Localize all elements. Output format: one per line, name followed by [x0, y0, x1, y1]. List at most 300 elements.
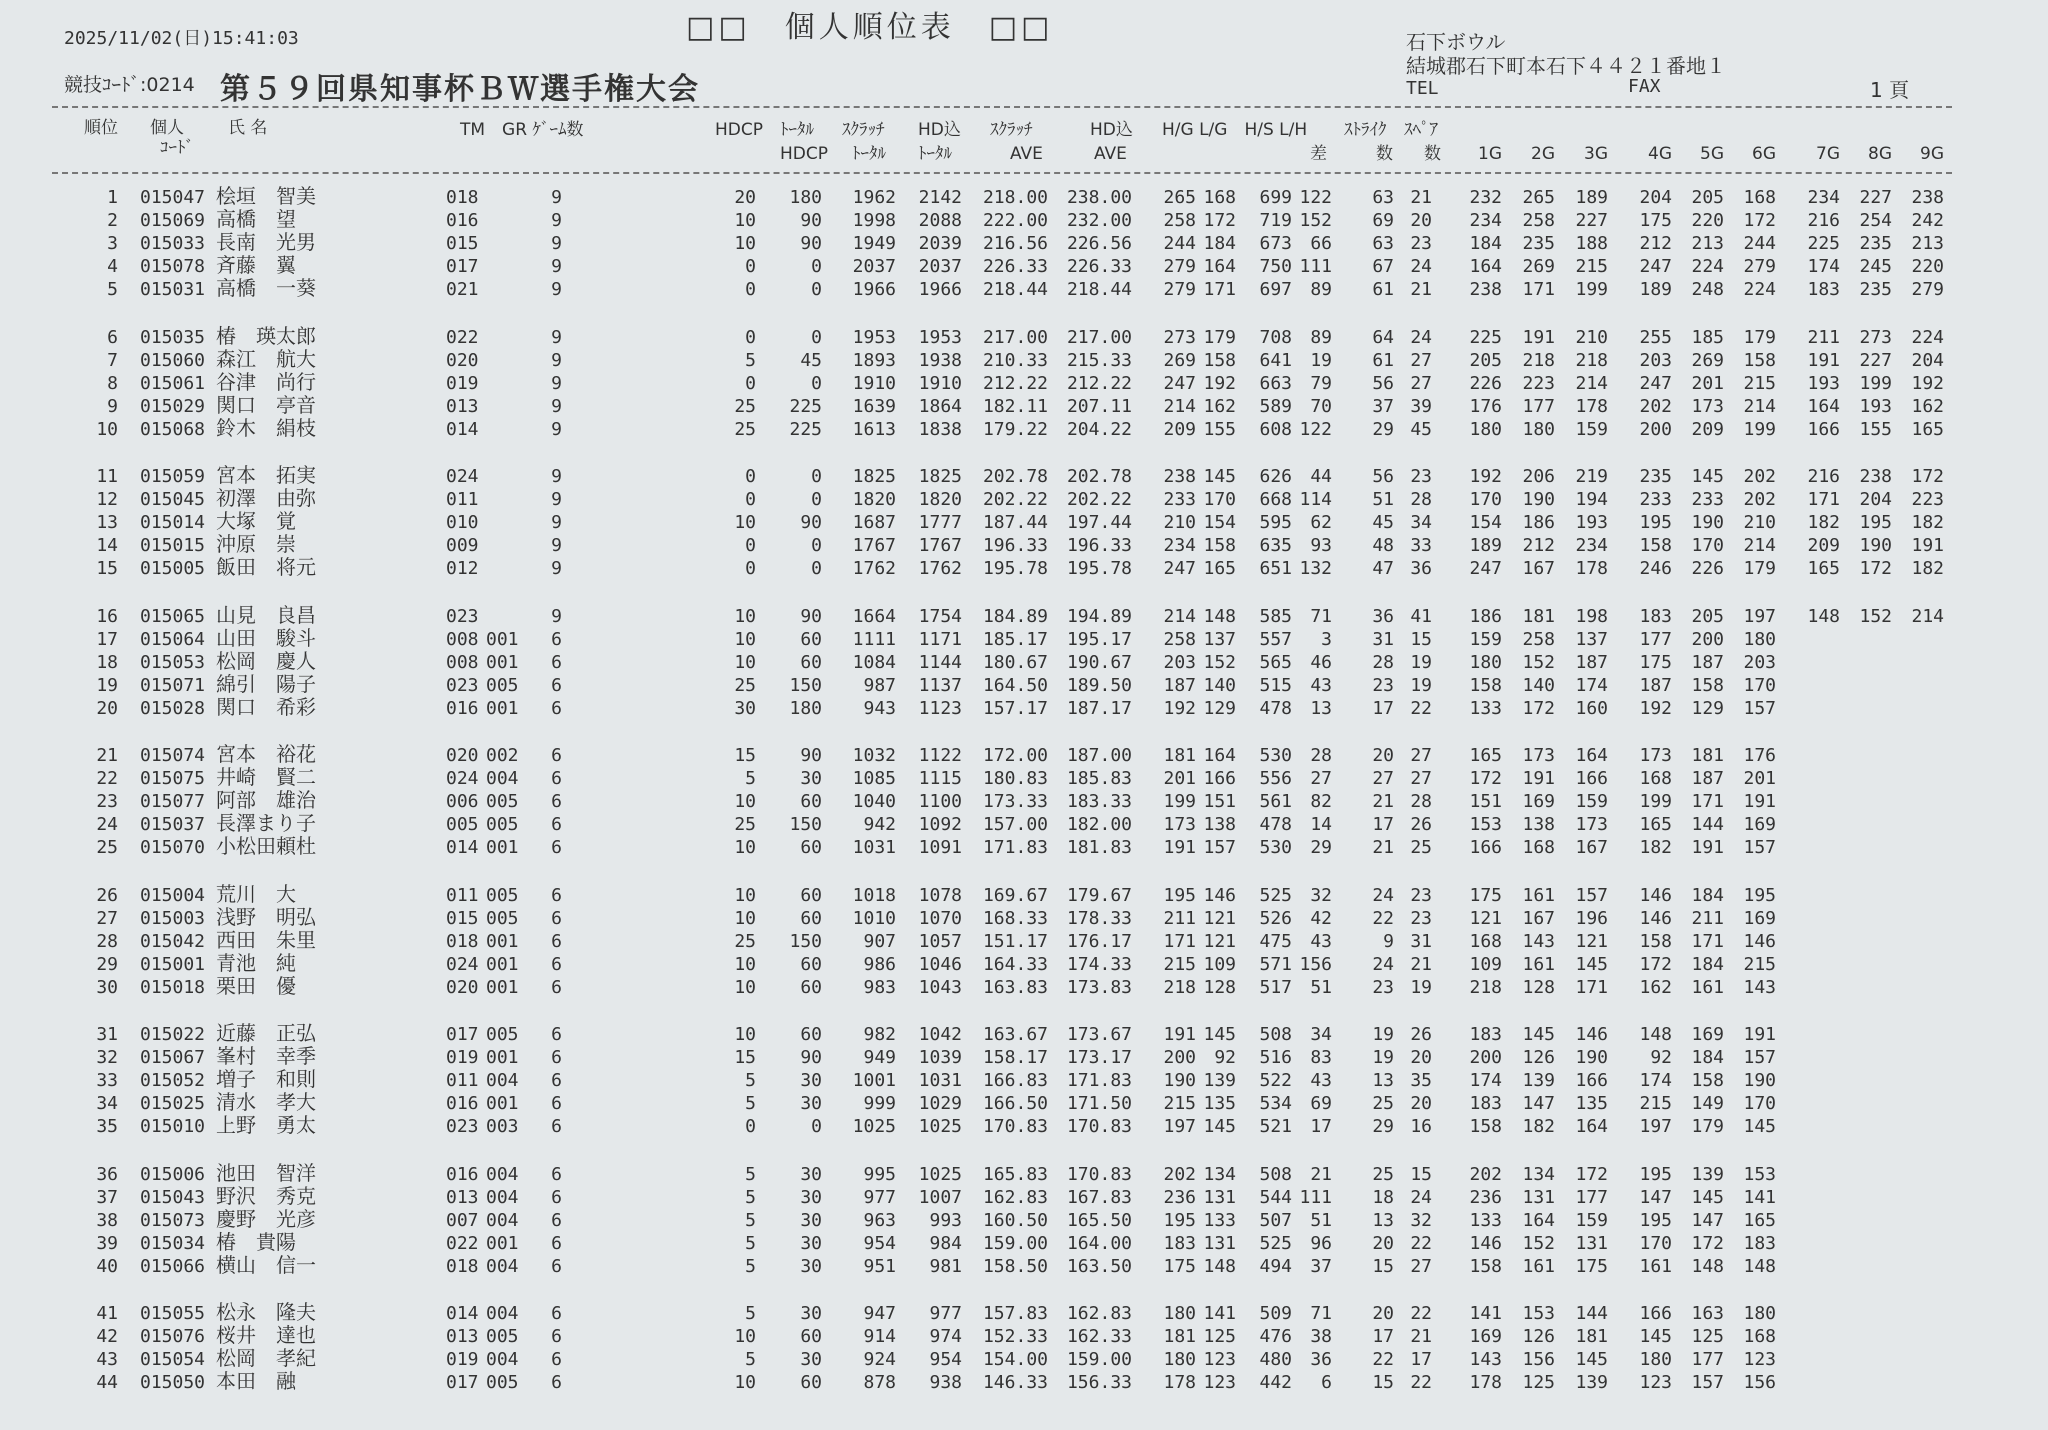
hdcp-cell: 10 [734, 1024, 756, 1045]
hdcp-cell: 15 [734, 745, 756, 766]
high-series-cell: 699 [1259, 187, 1292, 208]
game-2-score-cell: 180 [1522, 418, 1555, 440]
high-series-cell: 589 [1259, 395, 1292, 417]
hd-ave-cell: 195.17 [1066, 628, 1132, 650]
game-4-score-cell: 212 [1639, 233, 1672, 255]
high-low-diff-cell: 32 [1310, 884, 1332, 906]
tm-cell: 022 [446, 1232, 479, 1254]
tm-cell: 020 [446, 976, 479, 998]
total-hdcp-cell: 150 [789, 674, 822, 696]
spare-count-cell: 19 [1410, 651, 1432, 673]
high-series-cell: 480 [1259, 1349, 1292, 1371]
tm-cell: 019 [446, 1047, 479, 1069]
game-6-score-cell: 197 [1743, 605, 1776, 627]
spare-count-cell: 28 [1410, 791, 1432, 813]
hd-ave-cell: 181.83 [1066, 837, 1132, 859]
game-4-score-cell: 187 [1639, 674, 1672, 696]
name-cell: 高橋 一葵 [216, 276, 316, 301]
high-game-cell: 233 [1163, 489, 1196, 511]
game-8-score-cell: 273 [1859, 326, 1892, 348]
game-2-score-cell: 269 [1522, 256, 1555, 278]
rank-cell: 30 [96, 976, 118, 998]
game-1-score-cell: 178 [1469, 1372, 1502, 1394]
hd-ave-cell: 197.44 [1066, 512, 1132, 534]
scratch-total-cell: 999 [863, 1093, 896, 1115]
game-2-score-cell: 161 [1522, 1255, 1555, 1277]
game-4-score-cell: 195 [1639, 512, 1672, 534]
high-low-diff-cell: 66 [1310, 233, 1332, 255]
game-count-cell: 6 [551, 674, 562, 696]
spare-count-cell: 36 [1410, 558, 1432, 580]
hd-total-cell: 1864 [918, 395, 962, 417]
high-series-cell: 641 [1259, 349, 1292, 371]
code-cell: 015067 [140, 1047, 206, 1069]
high-series-cell: 530 [1259, 745, 1292, 766]
high-game-cell: 215 [1163, 1093, 1196, 1115]
name-cell: 青池 純 [216, 950, 296, 975]
scratch-ave-cell: 226.33 [982, 256, 1048, 278]
high-game-cell: 234 [1163, 535, 1196, 557]
rank-cell: 2 [107, 210, 118, 232]
hd-total-cell: 2088 [918, 210, 962, 232]
game-5-score-cell: 220 [1691, 210, 1724, 232]
total-hdcp-cell: 150 [789, 930, 822, 952]
code-cell: 015003 [140, 907, 206, 929]
strike-count-cell: 63 [1372, 233, 1394, 255]
game-count-cell: 6 [551, 1186, 562, 1208]
rank-cell: 37 [96, 1186, 118, 1208]
col-total-hdcp-top: ﾄｰﾀﾙ [780, 120, 814, 140]
game-6-score-cell: 148 [1743, 1255, 1776, 1277]
code-cell: 015015 [140, 535, 206, 557]
game-5-score-cell: 149 [1691, 1093, 1724, 1115]
strike-count-cell: 37 [1372, 395, 1394, 417]
game-5-score-cell: 190 [1691, 512, 1724, 534]
game-1-score-cell: 133 [1469, 697, 1502, 719]
game-4-score-cell: 197 [1639, 1116, 1672, 1138]
high-series-cell: 561 [1259, 791, 1292, 813]
game-7-score-cell: 171 [1807, 489, 1840, 511]
hd-ave-cell: 159.00 [1066, 1349, 1132, 1371]
game-8-score-cell: 227 [1859, 187, 1892, 208]
game-3-score-cell: 178 [1575, 558, 1608, 580]
game-2-score-cell: 177 [1522, 395, 1555, 417]
name-cell: 宮本 拓実 [216, 463, 316, 487]
game-1-score-cell: 159 [1469, 628, 1502, 650]
game-count-cell: 6 [551, 907, 562, 929]
high-game-cell: 178 [1163, 1372, 1196, 1394]
game-3-score-cell: 173 [1575, 814, 1608, 836]
high-series-cell: 476 [1259, 1326, 1292, 1348]
tm-cell: 023 [446, 1116, 479, 1138]
game-6-score-cell: 170 [1743, 674, 1776, 696]
scratch-ave-cell: 184.89 [982, 605, 1048, 627]
tm-cell: 017 [446, 1372, 479, 1394]
game-1-score-cell: 184 [1469, 233, 1502, 255]
high-game-cell: 195 [1163, 1209, 1196, 1231]
hd-total-cell: 2037 [918, 256, 962, 278]
game-count-cell: 6 [551, 628, 562, 650]
high-series-cell: 478 [1259, 814, 1292, 836]
game-2-score-cell: 139 [1522, 1070, 1555, 1092]
high-series-cell: 626 [1259, 466, 1292, 487]
gr-cell: 005 [486, 1372, 519, 1394]
name-cell: 桜井 達也 [216, 1323, 316, 1348]
spare-count-cell: 21 [1410, 953, 1432, 975]
high-game-cell: 247 [1163, 372, 1196, 394]
game-4-score-cell: 173 [1639, 745, 1672, 766]
game-4-score-cell: 180 [1639, 1349, 1672, 1371]
game-count-cell: 6 [551, 1232, 562, 1254]
name-cell: 松岡 慶人 [216, 648, 316, 673]
hdcp-cell: 10 [734, 1372, 756, 1394]
game-5-score-cell: 184 [1691, 1047, 1724, 1069]
strike-count-cell: 56 [1372, 466, 1394, 487]
tm-cell: 020 [446, 745, 479, 766]
scratch-total-cell: 1762 [852, 558, 896, 580]
game-5-score-cell: 224 [1691, 256, 1724, 278]
game-5-score-cell: 187 [1691, 651, 1724, 673]
high-game-cell: 181 [1163, 745, 1196, 766]
name-cell: 山田 駿斗 [216, 625, 316, 650]
code-cell: 015033 [140, 233, 206, 255]
game-5-score-cell: 169 [1691, 1024, 1724, 1045]
spare-count-cell: 27 [1410, 768, 1432, 790]
strike-count-cell: 61 [1372, 279, 1394, 301]
col-game-2: 2G [1531, 144, 1555, 164]
game-count-cell: 6 [551, 930, 562, 952]
hd-total-cell: 1123 [918, 697, 962, 719]
game-5-score-cell: 200 [1691, 628, 1724, 650]
high-series-cell: 508 [1259, 1163, 1292, 1185]
scratch-ave-cell: 157.00 [982, 814, 1048, 836]
high-low-diff-cell: 44 [1310, 466, 1332, 487]
low-game-cell: 152 [1203, 651, 1236, 673]
game-3-score-cell: 145 [1575, 1349, 1608, 1371]
hd-ave-cell: 217.00 [1066, 326, 1132, 348]
hd-ave-cell: 183.33 [1066, 791, 1132, 813]
high-low-diff-cell: 17 [1310, 1116, 1332, 1138]
spare-count-cell: 22 [1410, 1303, 1432, 1324]
game-4-score-cell: 189 [1639, 279, 1672, 301]
hdcp-cell: 15 [734, 1047, 756, 1069]
game-count-cell: 9 [551, 418, 562, 440]
scratch-ave-cell: 202.22 [982, 489, 1048, 511]
high-series-cell: 522 [1259, 1070, 1292, 1092]
game-4-score-cell: 147 [1639, 1186, 1672, 1208]
high-low-diff-cell: 29 [1310, 837, 1332, 859]
hd-ave-cell: 226.33 [1066, 256, 1132, 278]
high-game-cell: 214 [1163, 395, 1196, 417]
game-count-cell: 6 [551, 1047, 562, 1069]
scratch-ave-cell: 164.50 [982, 674, 1048, 696]
name-cell: 沖原 崇 [216, 532, 296, 557]
low-game-cell: 131 [1203, 1232, 1236, 1254]
scratch-ave-cell: 210.33 [982, 349, 1048, 371]
high-series-cell: 544 [1259, 1186, 1292, 1208]
scratch-total-cell: 878 [863, 1372, 896, 1394]
game-2-score-cell: 173 [1522, 745, 1555, 766]
high-series-cell: 557 [1259, 628, 1292, 650]
scratch-ave-cell: 182.11 [982, 395, 1048, 417]
game-7-score-cell: 234 [1807, 187, 1840, 208]
game-8-score-cell: 195 [1859, 512, 1892, 534]
game-count-cell: 6 [551, 1326, 562, 1348]
name-cell: 浅野 明弘 [216, 904, 316, 929]
game-5-score-cell: 187 [1691, 768, 1724, 790]
game-4-score-cell: 202 [1639, 395, 1672, 417]
hdcp-cell: 25 [734, 814, 756, 836]
game-count-cell: 6 [551, 1303, 562, 1324]
game-2-score-cell: 152 [1522, 1232, 1555, 1254]
spare-count-cell: 31 [1410, 930, 1432, 952]
gr-cell: 004 [486, 768, 519, 790]
high-series-cell: 517 [1259, 976, 1292, 998]
game-count-cell: 6 [551, 1163, 562, 1185]
hdcp-cell: 25 [734, 395, 756, 417]
rank-cell: 44 [96, 1372, 118, 1394]
name-cell: 清水 孝大 [216, 1090, 316, 1115]
gr-cell: 005 [486, 814, 519, 836]
hd-total-cell: 1092 [918, 814, 962, 836]
game-3-score-cell: 194 [1575, 489, 1608, 511]
low-game-cell: 145 [1203, 1024, 1236, 1045]
game-5-score-cell: 248 [1691, 279, 1724, 301]
high-low-diff-cell: 34 [1310, 1024, 1332, 1045]
game-7-score-cell: 193 [1807, 372, 1840, 394]
game-2-score-cell: 145 [1522, 1024, 1555, 1045]
scratch-ave-cell: 151.17 [982, 930, 1048, 952]
name-cell: 井崎 賢二 [216, 765, 316, 790]
strike-count-cell: 31 [1372, 628, 1394, 650]
name-cell: 山見 良昌 [216, 602, 316, 627]
game-9-score-cell: 223 [1911, 489, 1944, 511]
game-4-score-cell: 183 [1639, 605, 1672, 627]
col-game-8: 8G [1868, 144, 1892, 164]
game-2-score-cell: 171 [1522, 279, 1555, 301]
total-hdcp-cell: 60 [800, 884, 822, 906]
gr-cell: 005 [486, 1326, 519, 1348]
game-count-cell: 9 [551, 535, 562, 557]
game-4-score-cell: 247 [1639, 256, 1672, 278]
hd-ave-cell: 232.00 [1066, 210, 1132, 232]
rank-cell: 43 [96, 1349, 118, 1371]
game-4-score-cell: 204 [1639, 187, 1672, 208]
high-series-cell: 508 [1259, 1024, 1292, 1045]
game-3-score-cell: 196 [1575, 907, 1608, 929]
low-game-cell: 155 [1203, 418, 1236, 440]
strike-count-cell: 25 [1372, 1093, 1394, 1115]
high-low-diff-cell: 43 [1310, 674, 1332, 696]
rank-cell: 6 [107, 326, 118, 348]
hd-ave-cell: 163.50 [1066, 1255, 1132, 1277]
game-count-cell: 9 [551, 326, 562, 348]
high-low-diff-cell: 46 [1310, 651, 1332, 673]
col-total-hdcp-bottom: HDCP [780, 144, 828, 164]
high-game-cell: 171 [1163, 930, 1196, 952]
game-5-score-cell: 163 [1691, 1303, 1724, 1324]
hd-total-cell: 1042 [918, 1024, 962, 1045]
strike-count-cell: 51 [1372, 489, 1394, 511]
high-game-cell: 181 [1163, 1326, 1196, 1348]
code-cell: 015077 [140, 791, 206, 813]
game-4-score-cell: 195 [1639, 1163, 1672, 1185]
hd-ave-cell: 170.83 [1066, 1116, 1132, 1138]
tm-cell: 013 [446, 1186, 479, 1208]
hd-ave-cell: 173.17 [1066, 1047, 1132, 1069]
strike-count-cell: 22 [1372, 1349, 1394, 1371]
scratch-total-cell: 949 [863, 1047, 896, 1069]
scratch-ave-cell: 172.00 [982, 745, 1048, 766]
col-scratch-total-bottom: ﾄｰﾀﾙ [852, 144, 886, 164]
spare-count-cell: 22 [1410, 1232, 1432, 1254]
tm-cell: 019 [446, 372, 479, 394]
low-game-cell: 145 [1203, 466, 1236, 487]
game-4-score-cell: 182 [1639, 837, 1672, 859]
game-5-score-cell: 161 [1691, 976, 1724, 998]
game-4-score-cell: 246 [1639, 558, 1672, 580]
hdcp-cell: 5 [745, 768, 756, 790]
scratch-total-cell: 1085 [852, 768, 896, 790]
high-low-diff-cell: 42 [1310, 907, 1332, 929]
hd-total-cell: 954 [929, 1349, 962, 1371]
name-cell: 初澤 由弥 [216, 486, 316, 511]
hd-total-cell: 1137 [918, 674, 962, 696]
total-hdcp-cell: 0 [811, 326, 822, 348]
game-8-score-cell: 235 [1859, 279, 1892, 301]
gr-cell: 005 [486, 674, 519, 696]
strike-count-cell: 20 [1372, 745, 1394, 766]
code-cell: 015059 [140, 466, 206, 487]
rank-cell: 24 [96, 814, 118, 836]
game-1-score-cell: 183 [1469, 1093, 1502, 1115]
game-5-score-cell: 185 [1691, 326, 1724, 348]
total-hdcp-cell: 30 [800, 1209, 822, 1231]
game-8-score-cell: 227 [1859, 349, 1892, 371]
high-game-cell: 173 [1163, 814, 1196, 836]
gr-cell: 003 [486, 1116, 519, 1138]
game-1-score-cell: 247 [1469, 558, 1502, 580]
fax-label: FAX [1628, 76, 1661, 97]
high-series-cell: 526 [1259, 907, 1292, 929]
game-3-score-cell: 157 [1575, 884, 1608, 906]
scratch-ave-cell: 159.00 [982, 1232, 1048, 1254]
rank-cell: 9 [107, 395, 118, 417]
game-8-score-cell: 152 [1859, 605, 1892, 627]
game-4-score-cell: 175 [1639, 651, 1672, 673]
hd-total-cell: 1091 [918, 837, 962, 859]
total-hdcp-cell: 225 [789, 418, 822, 440]
high-game-cell: 191 [1163, 1024, 1196, 1045]
high-series-cell: 663 [1259, 372, 1292, 394]
code-cell: 015068 [140, 418, 206, 440]
game-2-score-cell: 161 [1522, 884, 1555, 906]
low-game-cell: 151 [1203, 791, 1236, 813]
col-diff: 差 [1310, 144, 1327, 164]
high-game-cell: 236 [1163, 1186, 1196, 1208]
spare-count-cell: 23 [1410, 466, 1432, 487]
scratch-total-cell: 1949 [852, 233, 896, 255]
hd-ave-cell: 182.00 [1066, 814, 1132, 836]
game-2-score-cell: 161 [1522, 953, 1555, 975]
game-5-score-cell: 205 [1691, 187, 1724, 208]
spare-count-cell: 23 [1410, 233, 1432, 255]
strike-count-cell: 17 [1372, 814, 1394, 836]
total-hdcp-cell: 60 [800, 976, 822, 998]
strike-count-cell: 9 [1383, 930, 1394, 952]
high-game-cell: 203 [1163, 651, 1196, 673]
game-1-score-cell: 154 [1469, 512, 1502, 534]
name-cell: 近藤 正弘 [216, 1021, 316, 1045]
total-hdcp-cell: 180 [789, 187, 822, 208]
game-6-score-cell: 201 [1743, 768, 1776, 790]
game-count-cell: 9 [551, 210, 562, 232]
game-1-score-cell: 225 [1469, 326, 1502, 348]
strike-count-cell: 15 [1372, 1372, 1394, 1394]
game-2-score-cell: 126 [1522, 1047, 1555, 1069]
high-low-diff-cell: 3 [1321, 628, 1332, 650]
hd-ave-cell: 165.50 [1066, 1209, 1132, 1231]
game-9-score-cell: 204 [1911, 349, 1944, 371]
code-cell: 015043 [140, 1186, 206, 1208]
col-high-low: H/G L/G H/S L/H [1162, 120, 1308, 140]
game-1-score-cell: 238 [1469, 279, 1502, 301]
high-low-diff-cell: 71 [1310, 605, 1332, 627]
game-9-score-cell: 242 [1911, 210, 1944, 232]
name-cell: 宮本 裕花 [216, 742, 316, 766]
high-low-diff-cell: 122 [1299, 187, 1332, 208]
game-9-score-cell: 238 [1911, 187, 1944, 208]
game-3-score-cell: 121 [1575, 930, 1608, 952]
hdcp-cell: 10 [734, 605, 756, 627]
game-1-score-cell: 189 [1469, 535, 1502, 557]
total-hdcp-cell: 0 [811, 279, 822, 301]
game-6-score-cell: 191 [1743, 791, 1776, 813]
strike-count-cell: 20 [1372, 1232, 1394, 1254]
strike-count-cell: 29 [1372, 418, 1394, 440]
game-2-score-cell: 126 [1522, 1326, 1555, 1348]
game-4-score-cell: 200 [1639, 418, 1672, 440]
hd-ave-cell: 167.83 [1066, 1186, 1132, 1208]
name-cell: 上野 勇太 [216, 1113, 316, 1138]
game-3-score-cell: 166 [1575, 768, 1608, 790]
game-9-score-cell: 165 [1911, 418, 1944, 440]
high-game-cell: 201 [1163, 768, 1196, 790]
tm-cell: 016 [446, 1163, 479, 1185]
scratch-ave-cell: 158.50 [982, 1255, 1048, 1277]
name-cell: 荒川 大 [216, 881, 296, 906]
total-hdcp-cell: 30 [800, 1070, 822, 1092]
game-4-score-cell: 162 [1639, 976, 1672, 998]
scratch-ave-cell: 195.78 [982, 558, 1048, 580]
rank-cell: 5 [107, 279, 118, 301]
game-5-score-cell: 129 [1691, 697, 1724, 719]
scratch-total-cell: 947 [863, 1303, 896, 1324]
high-low-diff-cell: 70 [1310, 395, 1332, 417]
game-6-score-cell: 215 [1743, 372, 1776, 394]
scratch-total-cell: 1040 [852, 791, 896, 813]
hd-ave-cell: 202.22 [1066, 489, 1132, 511]
scratch-ave-cell: 218.00 [982, 187, 1048, 208]
scratch-ave-cell: 154.00 [982, 1349, 1048, 1371]
scratch-ave-cell: 212.22 [982, 372, 1048, 394]
total-hdcp-cell: 30 [800, 1163, 822, 1185]
col-game-4: 4G [1648, 144, 1672, 164]
low-game-cell: 140 [1203, 674, 1236, 696]
game-4-score-cell: 199 [1639, 791, 1672, 813]
game-count-cell: 6 [551, 791, 562, 813]
col-code-top: 個人 [150, 118, 184, 138]
